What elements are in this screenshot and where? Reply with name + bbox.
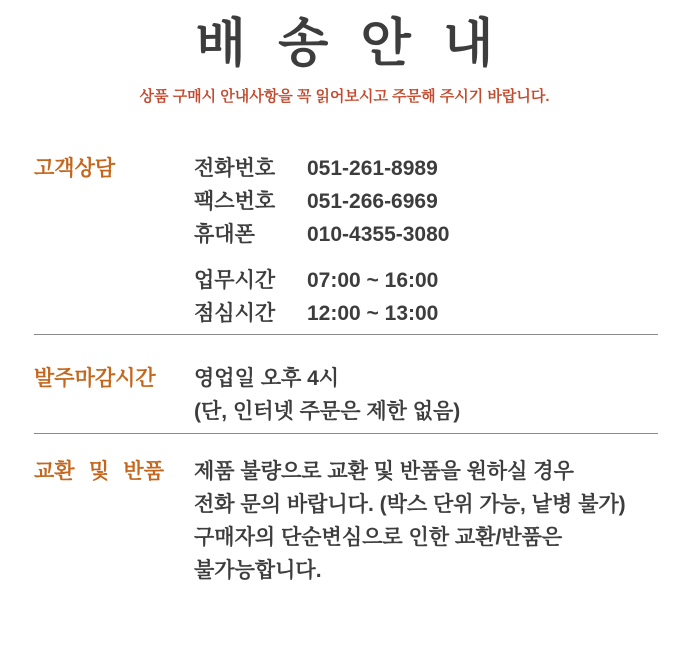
exchange-return-line: 전화 문의 바랍니다. (박스 단위 가능, 낱병 불가) — [194, 493, 626, 516]
order-deadline-line: 영업일 오후 4시 — [194, 367, 340, 390]
phone-number: 051-261-8989 — [307, 157, 438, 180]
business-hours-field-label: 업무시간 — [194, 269, 276, 292]
exchange-return-line: 구매자의 단순변심으로 인한 교환/반품은 — [194, 526, 563, 549]
order-deadline-line: (단, 인터넷 주문은 제한 없음) — [194, 400, 461, 423]
order-deadline-body — [194, 362, 460, 428]
lunch-hours-field-label: 점심시간 — [194, 302, 276, 325]
delivery-notice-page — [0, 14, 689, 652]
fax-row — [194, 185, 449, 218]
fax-number: 051-266-6969 — [307, 190, 438, 213]
exchange-return-line: 제품 불량으로 교환 및 반품을 원하실 경우 — [194, 460, 574, 483]
section-customer-service — [34, 152, 659, 330]
section-order-deadline — [34, 362, 659, 428]
section-exchange-return — [34, 455, 659, 587]
lunch-hours-row — [194, 297, 449, 330]
business-hours-value: 07:00 ~ 16:00 — [307, 269, 439, 292]
fax-field-label: 팩스번호 — [194, 190, 276, 213]
divider — [34, 334, 658, 335]
divider — [34, 433, 658, 434]
exchange-return-line: 불가능합니다. — [194, 559, 322, 582]
phone-row — [194, 152, 449, 185]
business-hours-row — [194, 264, 449, 297]
page-title-text: 배송안내 — [195, 15, 526, 73]
mobile-number: 010-4355-3080 — [307, 223, 450, 246]
exchange-return-body — [194, 455, 626, 587]
lunch-hours-value: 12:00 ~ 13:00 — [307, 302, 439, 325]
page-subtitle: 상품 구매시 안내사항을 꼭 읽어보시고 주문해 주시기 바랍니다. — [139, 88, 550, 105]
mobile-row — [194, 218, 449, 251]
phone-field-label: 전화번호 — [194, 157, 276, 180]
contact-hours-spacer — [194, 251, 449, 264]
customer-service-body — [194, 152, 449, 330]
exchange-return-label: 교환 및 반품 — [34, 460, 164, 483]
mobile-field-label: 휴대폰 — [194, 223, 255, 246]
customer-service-label: 고객상담 — [34, 157, 116, 180]
page-title — [0, 14, 689, 74]
order-deadline-label: 발주마감시간 — [34, 367, 156, 390]
